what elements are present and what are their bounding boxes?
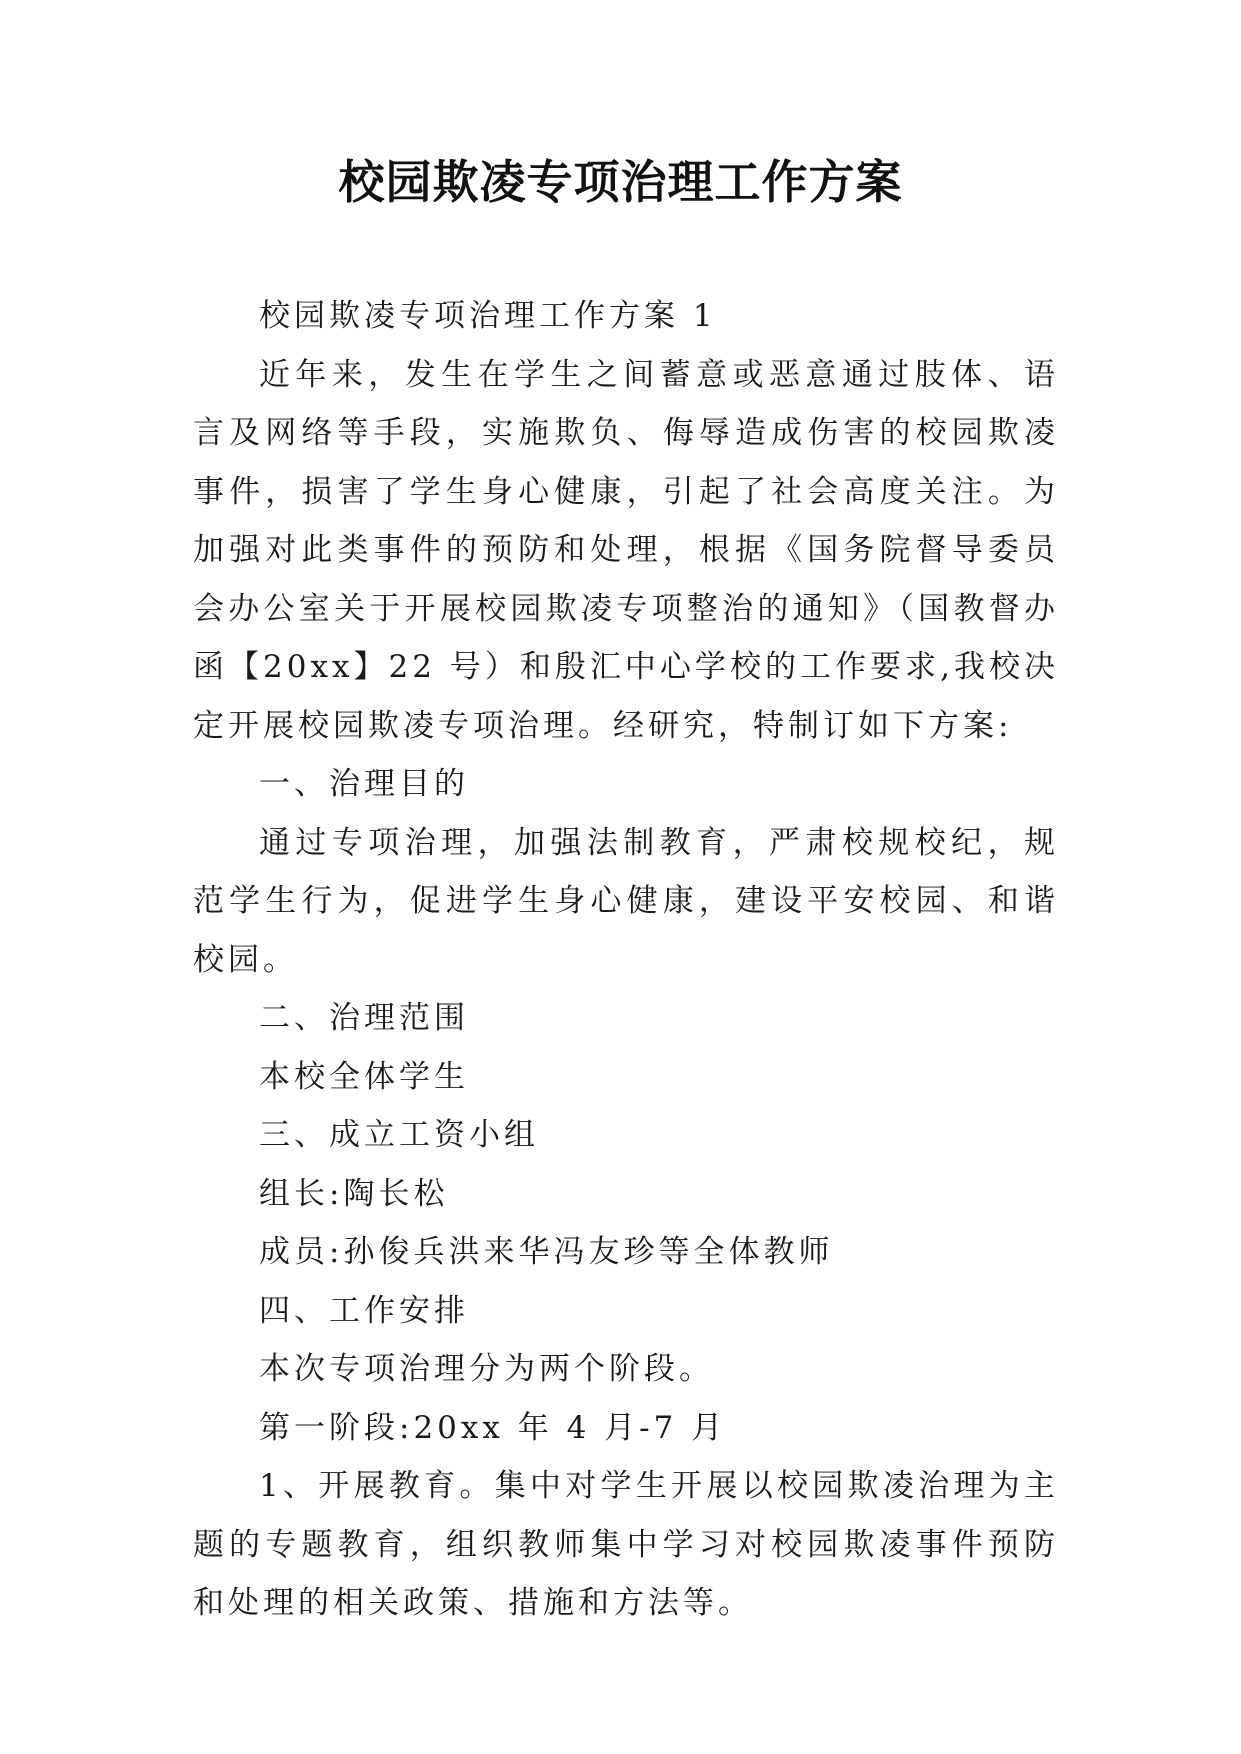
section-heading-schedule: 四、工作安排 xyxy=(259,1292,469,1329)
group-members-line: 成员:孙俊兵洪来华冯友珍等全体教师 xyxy=(259,1234,834,1270)
subtitle-paragraph: 校园欺凌专项治理工作方案 1 xyxy=(259,298,717,334)
group-leader-line: 组长:陶长松 xyxy=(259,1175,449,1212)
scope-paragraph: 本校全体学生 xyxy=(259,1058,469,1095)
schedule-intro-paragraph: 本次专项治理分为两个阶段。 xyxy=(259,1351,714,1387)
purpose-paragraph: 通过专项治理，加强法制教育，严肃校规校纪，规范学生行为，促进学生身心健康，建设平安校园、和谐校园。 xyxy=(193,824,1059,978)
intro-paragraph: 近年来，发生在学生之间蓄意或恶意通过肢体、语言及网络等手段，实施欺负、侮辱造成伤害的校园欺凌事件，损害了学生身心健康，引起了社会高度关注。为加强对此类事件的预防和处理，根据《国务院督导委员会办公室关于开展校园欺凌专项整治的通知》（国教督办函【20xx】22 号）和殷汇中心学校的工作要求,我校决定开展校园欺凌专项治理。经研究，特制订如下方案: xyxy=(193,356,1059,744)
section-heading-scope: 二、治理范围 xyxy=(259,1000,469,1036)
phase-one-heading: 第一阶段:20xx 年 4 月-7 月 xyxy=(259,1409,727,1446)
document-body xyxy=(193,287,1059,1633)
phase-one-item-1: 1、开展教育。集中对学生开展以校园欺凌治理为主题的专题教育，组织教师集中学习对校园欺凌事件预防和处理的相关政策、措施和方法等。 xyxy=(193,1468,1059,1621)
document-title: 校园欺凌专项治理工作方案 xyxy=(338,155,903,209)
section-heading-group: 三、成立工资小组 xyxy=(259,1117,539,1153)
section-heading-purpose: 一、治理目的 xyxy=(259,766,469,802)
